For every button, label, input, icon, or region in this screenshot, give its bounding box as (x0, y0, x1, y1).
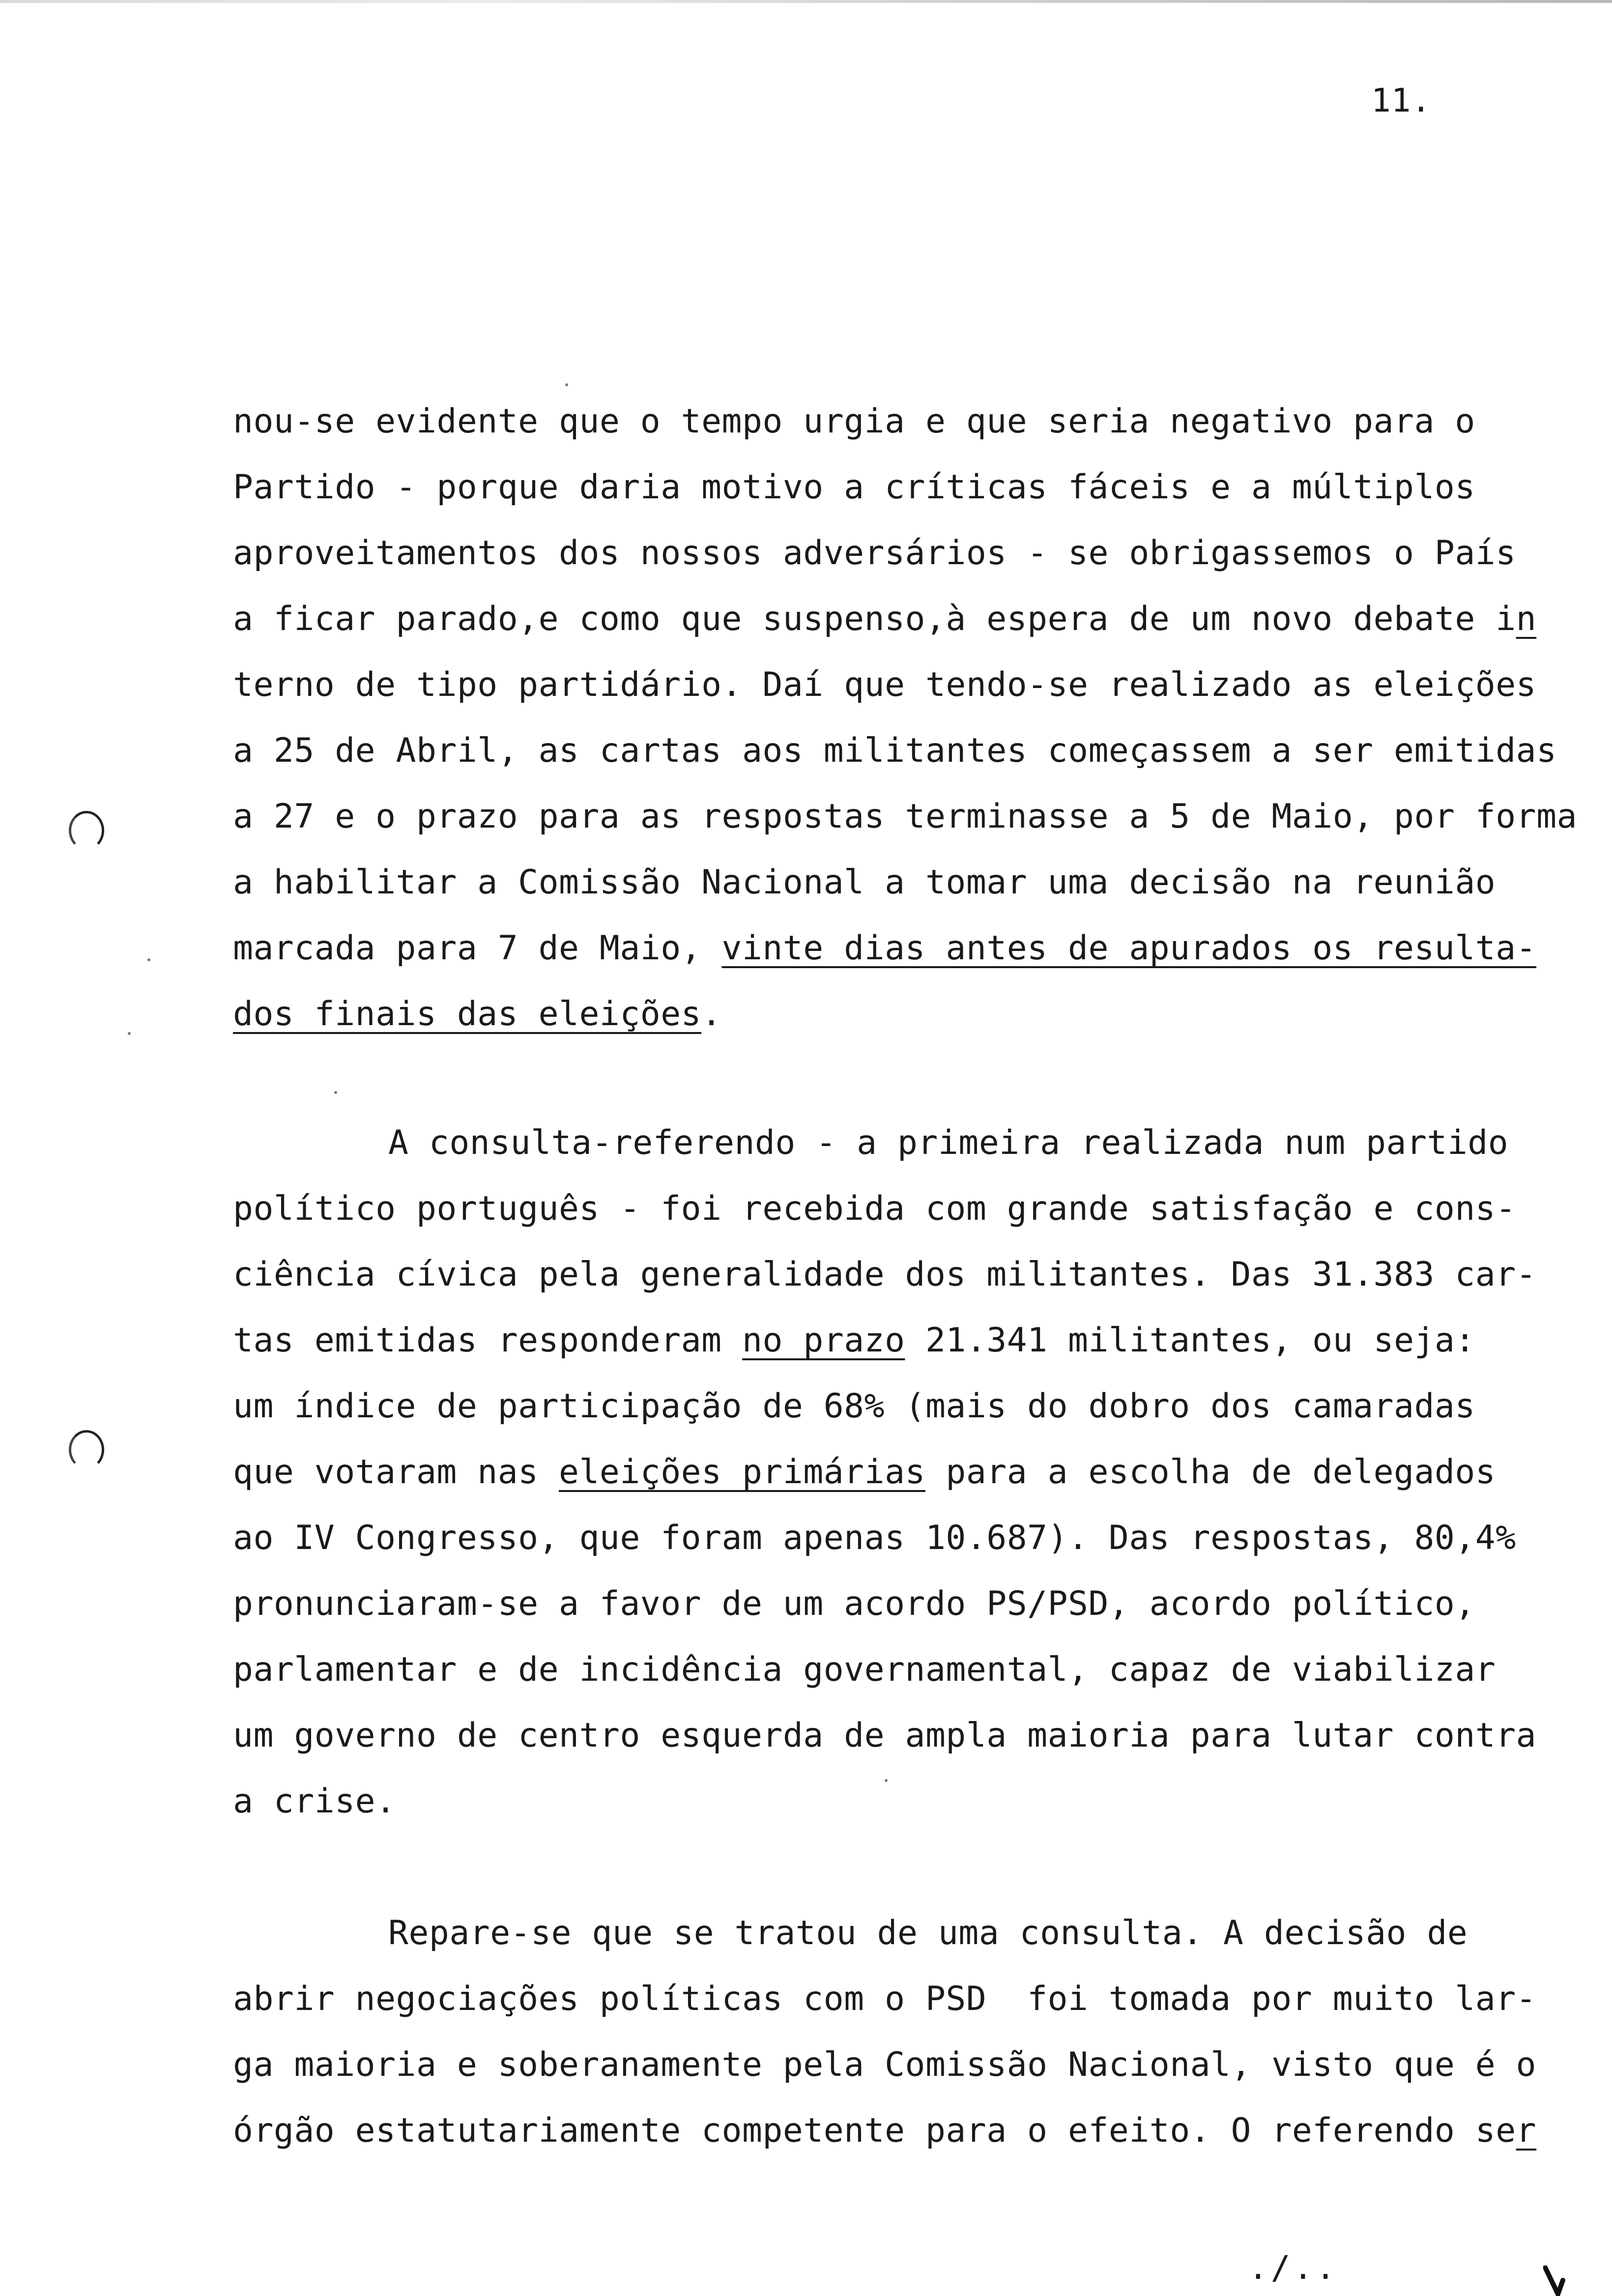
text-line: a habilitar a Comissão Nacional a tomar uma decisão na reunião (233, 863, 1496, 902)
scan-speck (885, 1779, 888, 1782)
underlined-text: eleições primárias (559, 1453, 925, 1492)
text-line: político português - foi recebida com grande satisfação e cons- (233, 1189, 1516, 1228)
text-line: ciência cívica pela generalidade dos militantes. Das 31.383 car- (233, 1255, 1537, 1294)
scan-speck (147, 958, 150, 961)
underlined-text: no prazo (742, 1321, 905, 1360)
punch-hole-bottom (69, 1430, 104, 1469)
text-line: Repare-se que se tratou de uma consulta. A decisão de (388, 1914, 1468, 1952)
text-line: a crise. (233, 1782, 396, 1821)
text-segment: para a escolha de delegados (925, 1453, 1496, 1492)
text-segment: 21.341 militantes, ou seja: (905, 1321, 1475, 1360)
text-line (233, 1453, 1496, 1492)
scan-top-edge (0, 0, 1612, 3)
text-line (233, 929, 1536, 968)
text-segment: que votaram nas (233, 1453, 559, 1492)
text-line: um governo de centro esquerda de ampla maioria para lutar contra (233, 1716, 1537, 1755)
text-line (233, 1321, 1475, 1360)
underlined-text: dos finais das eleições (233, 995, 702, 1033)
underlined-text: r (1516, 2111, 1537, 2150)
text-line (233, 600, 1536, 639)
scan-speck (334, 1091, 337, 1094)
text-segment: tas emitidas responderam (233, 1321, 742, 1360)
underlined-text: vinte dias antes de apurados os resulta- (721, 929, 1537, 968)
text-line: um índice de participação de 68% (mais do dobro dos camaradas (233, 1387, 1475, 1426)
underlined-text: n (1516, 600, 1537, 638)
text-segment: a ficar parado,e como que suspenso,à espera de um novo debate i (233, 600, 1516, 638)
text-line (233, 2111, 1536, 2151)
text-line: ga maioria e soberanamente pela Comissão Nacional, visto que é o (233, 2045, 1537, 2084)
page-number: 11. (1371, 82, 1432, 119)
text-line: parlamentar e de incidência governamental, capaz de viabilizar (233, 1650, 1496, 1689)
text-line: Partido - porque daria motivo a críticas fáceis e a múltiplos (233, 468, 1475, 507)
text-line: pronunciaram-se a favor de um acordo PS/PSD, acordo político, (233, 1584, 1475, 1623)
text-line: aproveitamentos dos nossos adversários - se obrigassemos o País (233, 534, 1516, 573)
text-line: A consulta-referendo - a primeira realizada num partido (388, 1123, 1509, 1162)
text-line: ao IV Congresso, que foram apenas 10.687). Das respostas, 80,4% (233, 1519, 1516, 1557)
text-line: terno de tipo partidário. Daí que tendo-se realizado as eleições (233, 665, 1537, 704)
continuation-mark: ./.. (1248, 2249, 1338, 2287)
text-line: nou-se evidente que o tempo urgia e que seria negativo para o (233, 402, 1475, 441)
corner-scan-mark (1543, 2266, 1573, 2296)
text-line: abrir negociações políticas com o PSD foi tomada por muito lar- (233, 1980, 1537, 2018)
scan-speck (128, 1032, 131, 1035)
text-line (233, 995, 722, 1034)
punch-hole-top (69, 811, 104, 850)
text-line: a 25 de Abril, as cartas aos militantes começassem a ser emitidas (233, 731, 1557, 770)
text-segment: marcada para 7 de Maio, (233, 929, 722, 968)
text-line: a 27 e o prazo para as respostas terminasse a 5 de Maio, por forma (233, 797, 1578, 836)
text-segment: órgão estatutariamente competente para o efeito. O referendo se (233, 2111, 1516, 2150)
text-segment: . (701, 995, 722, 1033)
scan-speck (565, 383, 568, 386)
